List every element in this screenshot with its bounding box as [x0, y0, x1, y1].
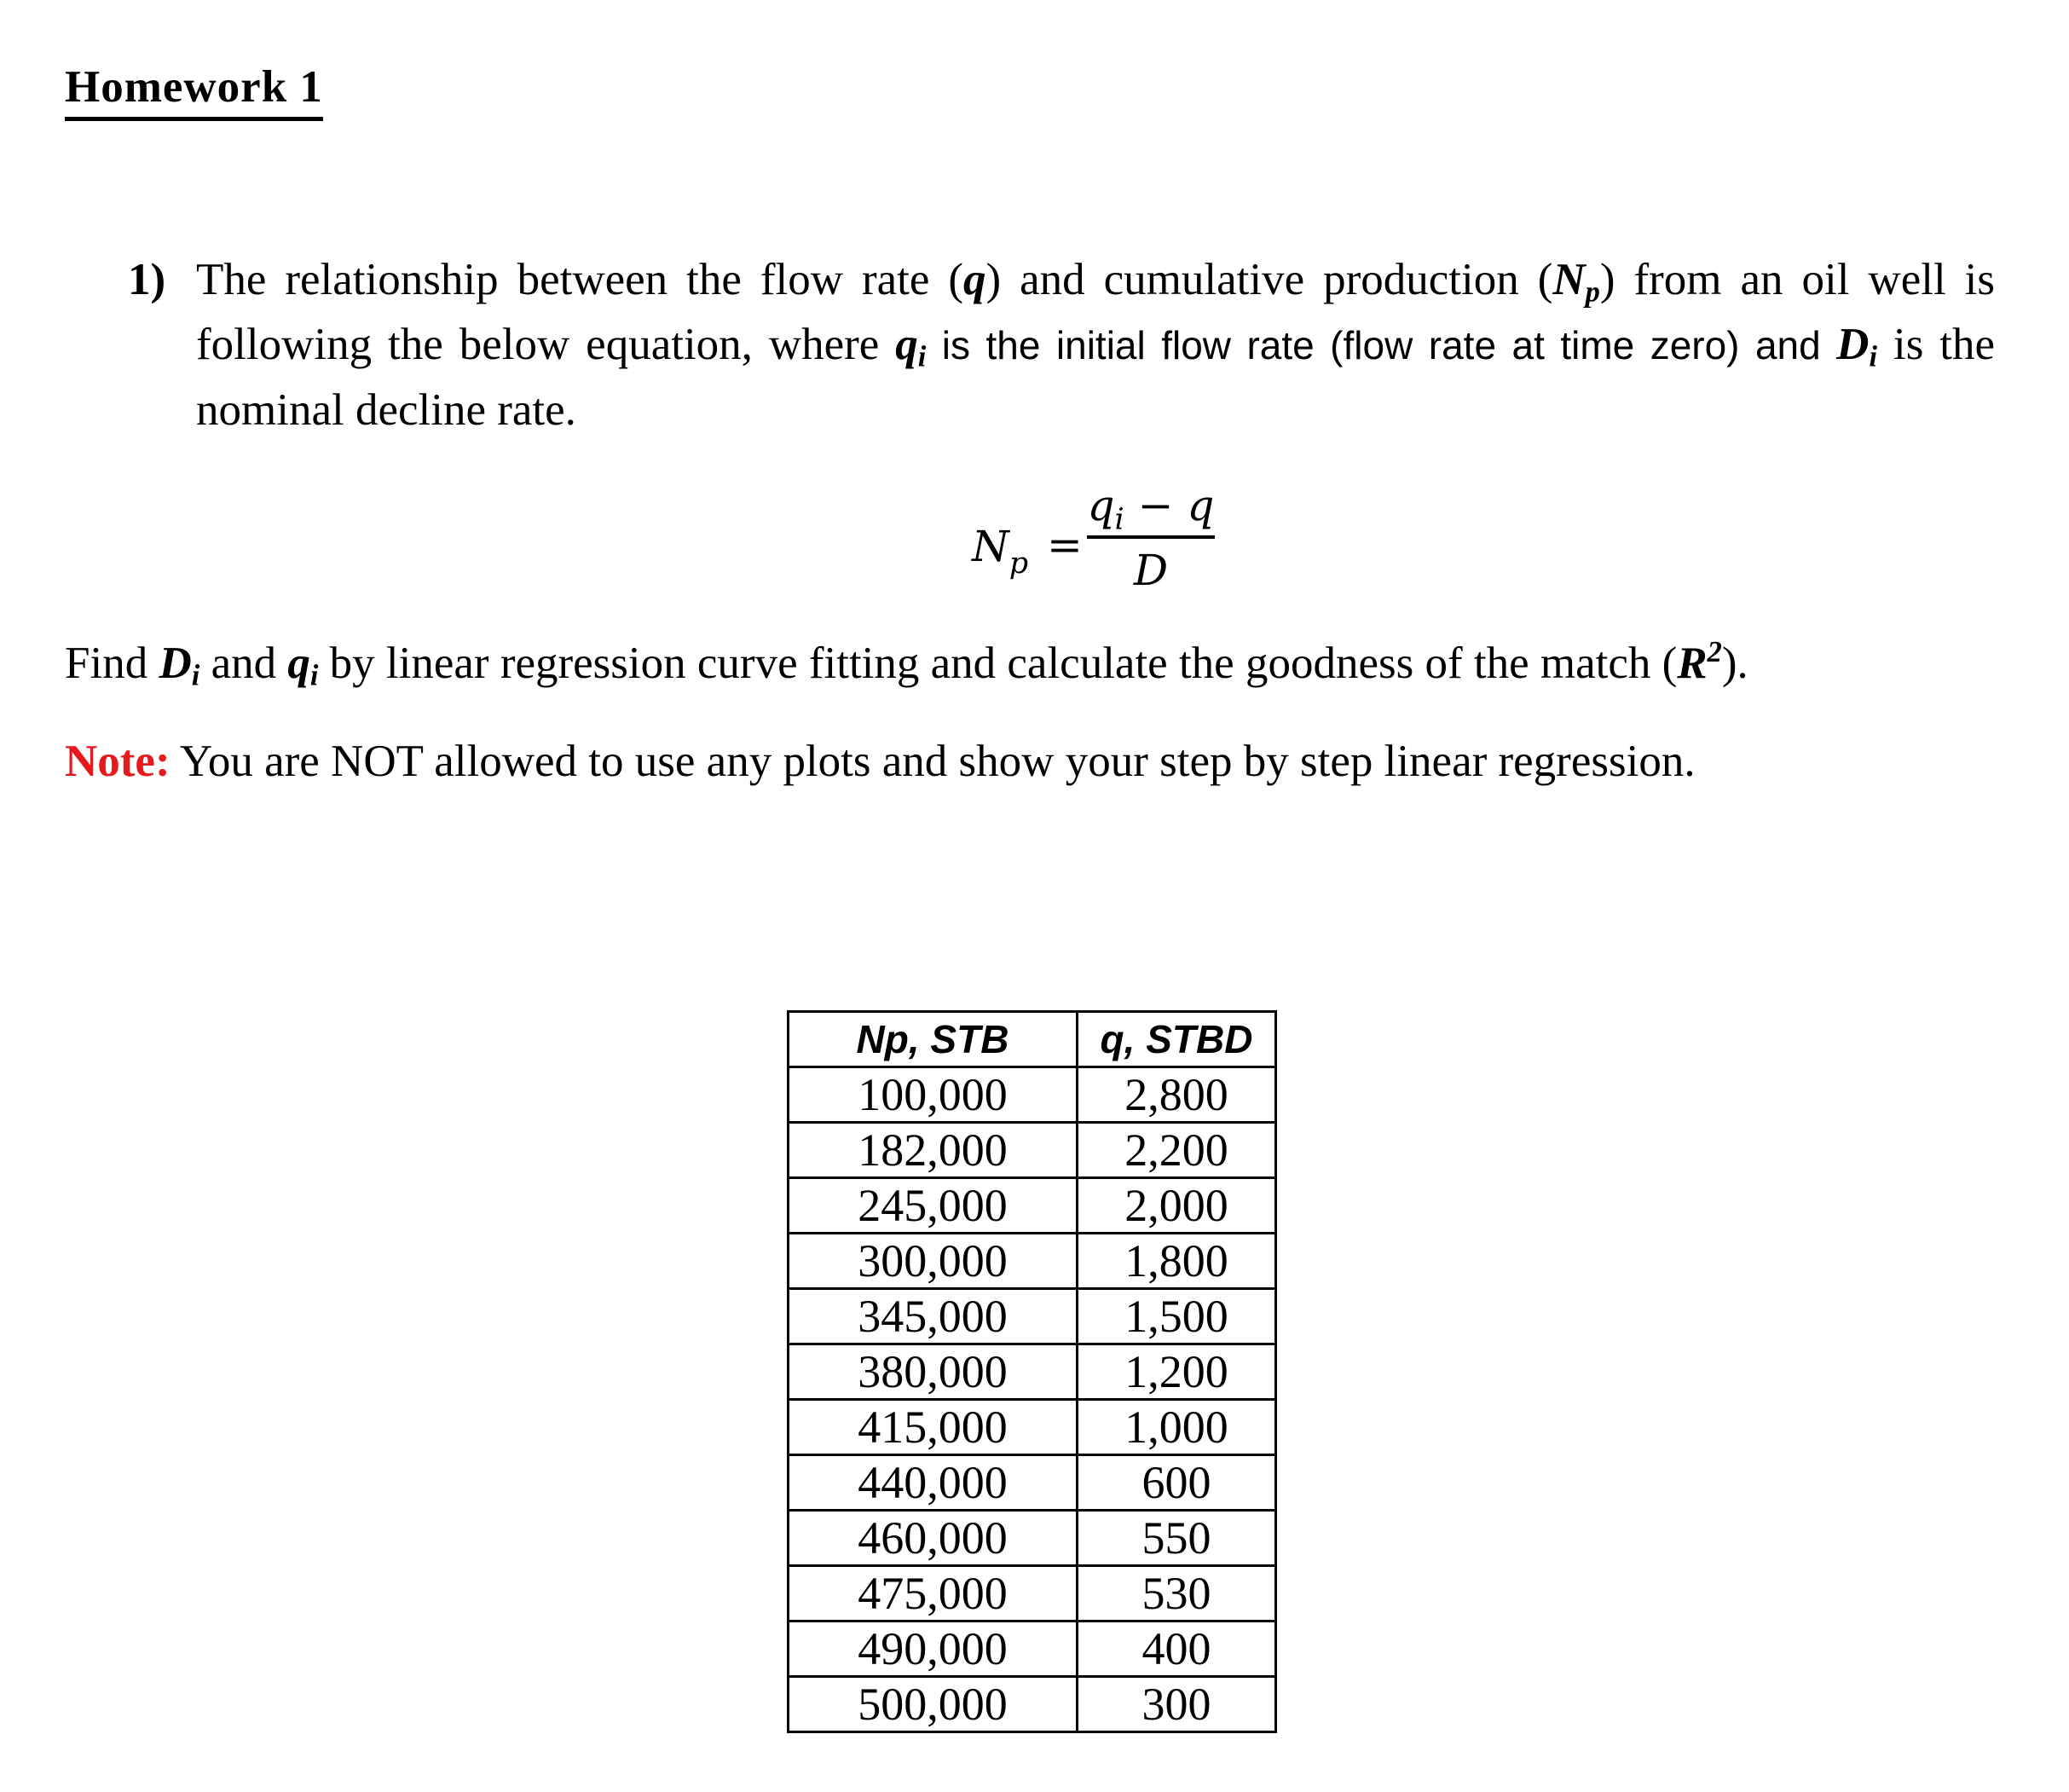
cell-np: 460,000 — [789, 1511, 1078, 1566]
cell-q: 1,800 — [1078, 1234, 1276, 1289]
cell-q: 2,800 — [1078, 1067, 1276, 1123]
equation-denominator: D — [1133, 546, 1169, 595]
cell-q: 600 — [1078, 1455, 1276, 1511]
note-label: Note: — [65, 737, 170, 786]
fraction-bar — [1087, 535, 1215, 539]
cell-q: 1,000 — [1078, 1400, 1276, 1455]
equation-fraction — [1087, 477, 1215, 597]
cell-q: 300 — [1078, 1677, 1276, 1732]
question-number: 1) — [128, 255, 166, 304]
cell-q: 1,500 — [1078, 1289, 1276, 1344]
cell-np: 475,000 — [789, 1566, 1078, 1621]
table-row — [789, 1511, 1276, 1566]
equation-lhs: $N_p$ — [972, 522, 1029, 581]
note-text: You are NOT allowed to use any plots and show your step by step linear regression. — [170, 737, 1696, 786]
cell-q: 1,200 — [1078, 1344, 1276, 1400]
task-var-di: $D_i$ — [159, 639, 200, 692]
cell-q: 550 — [1078, 1511, 1276, 1566]
var-qi: $q_i$ — [895, 320, 927, 373]
cell-np: 100,000 — [789, 1067, 1078, 1123]
task-statement: Find $D_i$ and $q_i$ by linear regression curve fitting and calculate the goodness of the match $(R^2)$. — [65, 636, 1748, 692]
cell-np: 380,000 — [789, 1344, 1078, 1400]
cell-q: 2,200 — [1078, 1123, 1276, 1178]
header-q: q, STBD — [1078, 1012, 1276, 1067]
production-data-table — [787, 1010, 1277, 1733]
question-1 — [128, 247, 1995, 442]
equation-numerator: $q_i - q$ — [1087, 481, 1215, 537]
page-title: Homework 1 — [65, 61, 323, 121]
table-row — [789, 1067, 1276, 1123]
table-row — [789, 1621, 1276, 1677]
table-row — [789, 1344, 1276, 1400]
cell-q: 400 — [1078, 1621, 1276, 1677]
header-np: Np, STB — [789, 1012, 1078, 1067]
equation-equals: = — [1047, 520, 1083, 569]
cell-q: 2,000 — [1078, 1178, 1276, 1234]
question-text: The relationship between the flow rate (q) and cumulative production $(N_p)$ from an oil well is following the below equation, where $q_i$ is the initial flow rate (flow rate at time zero) and $D_i$ is the nominal decline rate. — [196, 255, 1995, 435]
cell-np: 345,000 — [789, 1289, 1078, 1344]
task-var-qi: $q_i$ — [287, 639, 319, 692]
table-row — [789, 1123, 1276, 1178]
var-di: $D_i$ — [1836, 320, 1878, 373]
cell-np: 182,000 — [789, 1123, 1078, 1178]
cell-np: 415,000 — [789, 1400, 1078, 1455]
note — [65, 729, 1696, 794]
table-row — [789, 1400, 1276, 1455]
cell-np: 245,000 — [789, 1178, 1078, 1234]
cell-q: 530 — [1078, 1566, 1276, 1621]
task-var-r2: $R^2$ — [1677, 636, 1722, 688]
cell-np: 300,000 — [789, 1234, 1078, 1289]
table-row — [789, 1178, 1276, 1234]
table-row — [789, 1289, 1276, 1344]
var-np: $N_p$ — [1552, 255, 1600, 309]
var-q: q — [963, 255, 986, 304]
table-row — [789, 1677, 1276, 1732]
table-row — [789, 1566, 1276, 1621]
cell-np: 440,000 — [789, 1455, 1078, 1511]
table-row — [789, 1455, 1276, 1511]
cell-np: 500,000 — [789, 1677, 1078, 1732]
table-header-row — [789, 1012, 1276, 1067]
table-row — [789, 1234, 1276, 1289]
cell-np: 490,000 — [789, 1621, 1078, 1677]
